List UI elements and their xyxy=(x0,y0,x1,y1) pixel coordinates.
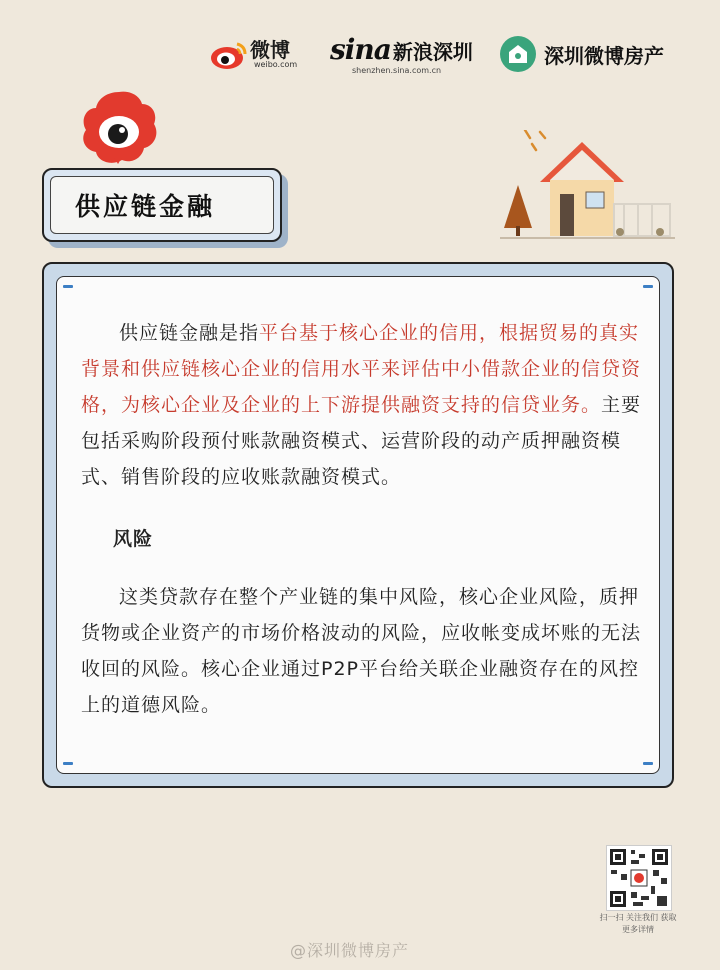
house-badge-icon xyxy=(500,36,536,72)
corner-dash xyxy=(63,285,73,288)
house-logo-name: 深圳微博房产 xyxy=(544,43,664,68)
header-logos xyxy=(210,34,690,84)
section-title-box xyxy=(42,168,282,242)
definition-highlight: 平台基于核心企业的信用，根据贸易的真实背景和供应链核心企业的信用水平来评估中小借款企业的信贷资格，为核心企业及企业的上下游提供融资支持的信贷业务。 xyxy=(81,322,642,416)
corner-dash xyxy=(643,285,653,288)
sina-wordmark: sina xyxy=(330,33,391,66)
sina-shenzhen-label: 新浪深圳 xyxy=(392,40,473,64)
shenzhen-weibo-house-logo[interactable] xyxy=(500,36,664,72)
corner-dash xyxy=(643,762,653,765)
definition-intro: 供应链金融是指 xyxy=(119,322,260,344)
risk-heading: 风险 xyxy=(113,528,154,550)
house-illustration-icon xyxy=(500,130,675,242)
weibo-eye-icon xyxy=(210,40,248,70)
qr-code-icon[interactable] xyxy=(606,845,672,911)
weibo-logo-cn: 微博 xyxy=(250,38,290,62)
watermark: @深圳微博房产 xyxy=(290,941,410,960)
sina-domain: shenzhen.sina.com.cn xyxy=(352,66,442,75)
paragraph-risk: 这类贷款存在整个产业链的集中风险，核心企业风险，质押货物或企业资产的市场价格波动的风险，应收帐变成坏账的无法收回的风险。核心企业通过P2P平台给关联企业融资存在的风控上的道德风险。 xyxy=(81,586,642,716)
paragraph-definition xyxy=(81,315,651,495)
qr-caption: 扫一扫 关注我们 获取更多详情 xyxy=(599,913,677,934)
definition-rest: 主要包括采购阶段预付账款融资模式、运营阶段的动产质押融资模式、销售阶段的应收账款融资模式。 xyxy=(81,394,642,488)
article-content xyxy=(81,315,651,723)
corner-dash xyxy=(63,762,73,765)
weibo-mascot-icon xyxy=(78,88,160,166)
content-card xyxy=(42,262,674,788)
sina-shenzhen-logo[interactable] xyxy=(330,34,473,76)
content-card-inner xyxy=(56,276,660,774)
section-title: 供应链金融 xyxy=(50,176,274,234)
weibo-logo-en: weibo.com xyxy=(254,60,298,69)
weibo-logo[interactable] xyxy=(210,40,297,70)
